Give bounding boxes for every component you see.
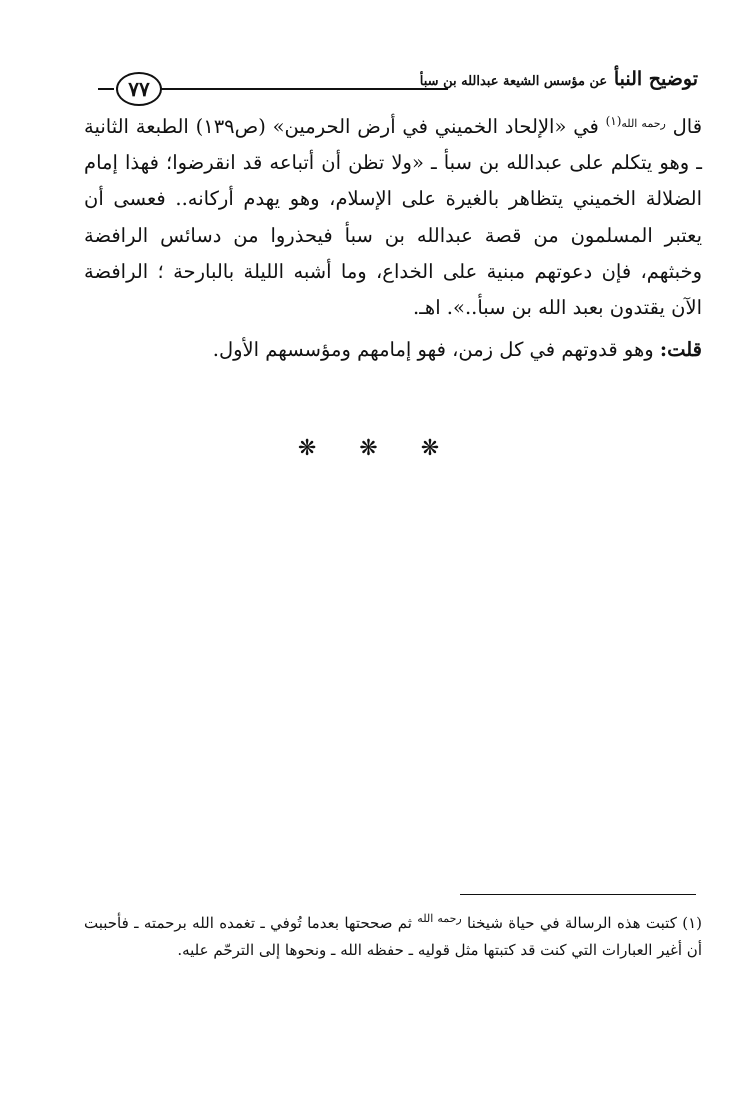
- book-title-main: توضيح النبأ: [613, 68, 698, 90]
- conclusion-label: قلت:: [659, 338, 702, 362]
- quote-intro: قال: [672, 115, 703, 138]
- footnote-reference: (١): [605, 114, 622, 128]
- main-text: [84, 103, 702, 368]
- footnote-honorific: رحمه الله: [417, 912, 462, 925]
- footnote-paragraph: [84, 905, 702, 964]
- footnote-rule: [460, 894, 696, 895]
- running-header: [98, 66, 698, 106]
- quote-paragraph: [84, 103, 702, 326]
- book-title-subtitle: عن مؤسس الشيعة عبدالله بن سبأ: [419, 74, 608, 89]
- section-separator: ❋ ❋ ❋: [297, 436, 458, 461]
- footnote-text-end: ثم صححتها بعدما تُوفي ـ تغمده الله برحمته ـ فأحببت أن أغير العبارات التي كنت قد كتبتها مثل قوليه ـ حفظه الله ـ ونحوها إلى الترحّم عليه.: [84, 914, 702, 959]
- page-number: ٧٧: [116, 72, 162, 106]
- honorific-mark: رحمه الله: [621, 117, 666, 130]
- conclusion-paragraph: [84, 332, 702, 368]
- conclusion-text: وهو قدوتهم في كل زمن، فهو إمامهم ومؤسسهم الأول.: [212, 338, 654, 362]
- footnote: [84, 905, 702, 964]
- book-title: [420, 68, 698, 90]
- footnote-text-start: كتبت هذه الرسالة في حياة شيخنا: [467, 914, 677, 932]
- header-rule: [160, 88, 448, 90]
- quote-body: في «الإلحاد الخميني في أرض الحرمين» (ص١٣٩) الطبعة الثانية ـ وهو يتكلم على عبدالله بن سبأ ـ «ولا تظن أن أتباعه قد انقرضوا؛ فهذا إمام الضلالة الخميني يتظاهر بالغيرة على الإسلام، وهو يهدم أركانه.. فعسى أن يعتبر المسلمون من قصة عبدالله بن سبأ فيحذروا من دسائس الرافضة وخبثهم، فإن دعوتهم مبنية على الخداع، وما أشبه الليلة بالبارحة ؛ الرافضة الآن يقتدون بعبد الله بن سبأ..». اهـ.: [84, 115, 702, 320]
- footnote-number: (١): [682, 914, 702, 932]
- header-rule-left: [98, 88, 114, 90]
